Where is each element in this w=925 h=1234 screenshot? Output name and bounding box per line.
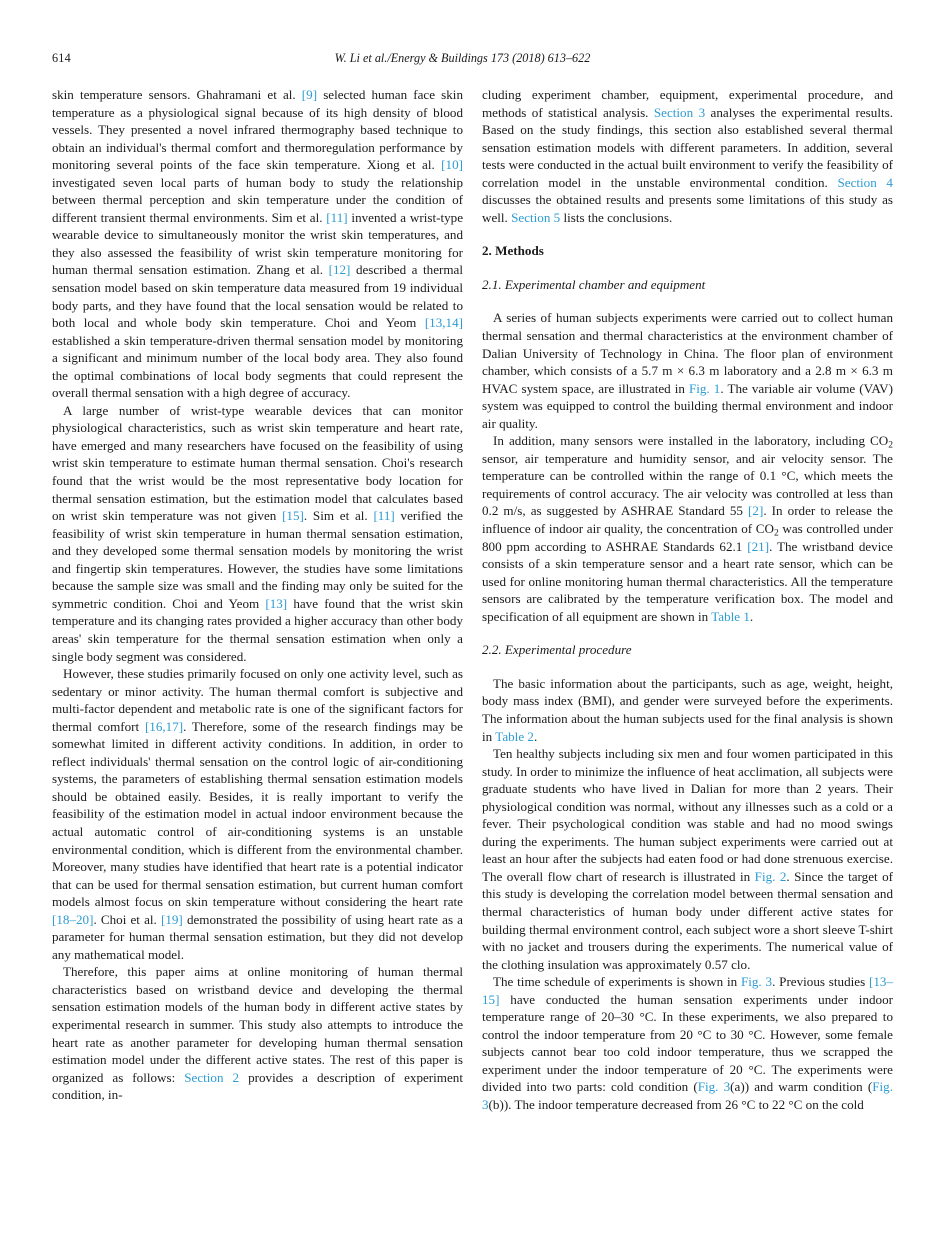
citation-link[interactable]: [16,17]	[144, 718, 184, 734]
citation-link[interactable]: [21]	[747, 538, 770, 554]
citation-link[interactable]: Section 3	[653, 104, 706, 120]
section-heading: 2. Methods	[482, 243, 544, 259]
paragraph: Therefore, this paper aims at online monitoring of human thermal characteristics based on wristband device and developing the thermal sensation estimation models of the human body in different active states by experimental research in summer. This study also attempts to introduce the heart rate as another parameter for developing human thermal sensation estimation model under the different active states. The rest of this paper is organized as follows: Section 2 provides a description of experiment condition, in-	[52, 964, 463, 1103]
left-column	[52, 86, 463, 1114]
subscript-text: 2	[774, 528, 779, 539]
citation-link[interactable]: Fig. 2	[754, 868, 787, 884]
citation-link[interactable]: [13]	[265, 595, 288, 611]
paragraph: skin temperature sensors. Ghahramani et al. [9] selected human face skin temperature as a physiological signal because of its high density of blood vessels. They presented a novel infrared thermography based technique to obtain an individual's thermal comfort and thermoregulation performance by monitoring several points of the face skin temperature. Xiong et al. [10] investigated seven local parts of human body to study the relationship between thermal perception and skin temperature under the condition of different transient thermal environments. Sim et al. [11] invented a wrist-type wearable device to simultaneously monitor the wrist skin temperatures, and they also assessed the feasibility of wrist skin temperature monitoring for human thermal sensation estimation. Zhang et al. [12] described a thermal sensation model based on skin temperature data measured from 19 individual body parts, and they have found that the local sensation would be related to both local and whole body skin temperature. Choi and Yeom [13,14] established a skin temperature-driven thermal sensation model by monitoring a significant and minimum number of the local body area. They also found the optimal combinations of local body segments that could represent the overall thermal sensation with a high degree of accuracy.	[52, 87, 464, 401]
citation-link[interactable]: Fig. 3	[482, 1079, 893, 1112]
two-column-body	[52, 86, 893, 1114]
citation-link[interactable]: [10]	[441, 157, 463, 173]
citation-link[interactable]: [13,14]	[424, 315, 463, 331]
citation-link[interactable]: Section 4	[837, 174, 893, 190]
citation-link[interactable]: Fig. 1	[689, 380, 721, 396]
citation-link[interactable]: Fig. 3	[740, 974, 773, 990]
paragraph: In addition, many sensors were installed in the laboratory, including $CO_2$ sensor, air temperature and humidity sensor, and air velocity sensor. The temperature can be controlled within the range of 0.1 °C, which meets the requirements of control accuracy. The air velocity was controlled at less than 0.2 m/s, as suggested by ASHRAE Standard 55 [2]. In order to release the influence of indoor air quality, the concentration of $CO_2$ was controlled under 800 ppm according to ASHRAE Standards 62.1 [21]. The wristband device consists of a skin temperature sensor and a heart rate sensor, which can be used for online monitoring human thermal characteristics. All the temperature sensors are calibrated by the temperature verification box. The model and specification of all equipment are shown in Table 1.	[482, 433, 893, 624]
paragraph: cluding experiment chamber, equipment, experimental procedure, and methods of statistical analysis. Section 3 analyses the experimental results. Based on the study findings, this section also established several thermal sensation estimation models with different parameters. In addition, several tests were conducted in the actual built environment to verify the feasibility of correlation model in the unstable environmental condition. Section 4 discusses the obtained results and presents some limitations of this study as well. Section 5 lists the conclusions.	[482, 87, 893, 225]
citation-link[interactable]: Fig. 3	[697, 1079, 731, 1095]
paragraph: A series of human subjects experiments were carried out to collect human thermal sensation and thermal characteristics at the environment chamber of Dalian University of Technology in China. The floor plan of environment chamber, which consists of a 5.7 m × 6.3 m laboratory and a 2.8 m × 6.3 m HVAC system space, are illustrated in Fig. 1. The variable air volume (VAV) system was equipped to control the building thermal environment and indoor air quality.	[482, 310, 893, 431]
citation-link[interactable]: [19]	[160, 911, 183, 927]
running-head: W. Li et al./Energy & Buildings 173 (2018) 613–622	[334, 51, 591, 65]
citation-link[interactable]: Table 1	[711, 608, 750, 624]
paragraph: A large number of wrist-type wearable devices that can monitor physiological characteristics, such as wrist skin temperature and heart rate, have emerged and many researchers have focused on the feasibility of using wrist skin temperature to estimate human thermal sensation. Choi's research found that the wrist would be the most representative body location for thermal sensation estimation, but the estimation model that calculates based on wrist skin temperature was not given [15]. Sim et al. [11] verified the feasibility of wrist skin temperature in human thermal sensation estimation, and they developed some thermal sensation models by monitoring the wrist and fingertip skin temperatures. However, the studies have some limitations because the sample size was small and the finding may only be suited for the symmetric condition. Choi and Yeom [13] have found that the wrist skin temperature and its changing rates provided a higher accuracy than other body areas' skin temperature for the thermal sensation estimation when only a single body segment was considered.	[52, 402, 463, 664]
right-column	[482, 86, 893, 1114]
citation-link[interactable]: Table 2	[495, 728, 534, 744]
citation-link[interactable]: [15]	[282, 508, 304, 524]
citation-link[interactable]: [11]	[326, 209, 348, 225]
page-number: 614	[52, 51, 71, 65]
citation-link[interactable]: [11]	[373, 508, 395, 524]
citation-link[interactable]: [12]	[328, 262, 351, 278]
paragraph: The time schedule of experiments is shown in Fig. 3. Previous studies [13–15] have conducted the human sensation experiments under indoor temperature range of 20–30 °C. In these experiments, we also prepared to control the indoor temperature from 20 °C to 30 °C. However, some female subjects cannot bear too cold indoor temperature, thus we scrapped the experiment under the indoor temperature of 20 °C. The experiments were divided into two parts: cold condition (Fig. 3(a)) and warm condition (Fig. 3(b)). The indoor temperature decreased from 26 °C to 22 °C on the cold	[482, 974, 894, 1112]
paragraph: The basic information about the participants, such as age, weight, height, body mass index (BMI), and gender were surveyed before the experiments. The information about the human subjects used for the final analysis is shown in Table 2.	[482, 675, 893, 744]
paragraph: Ten healthy subjects including six men and four women participated in this study. In order to minimize the influence of heat acclimation, all subjects were graduate students who have lived in Dalian for more than 2 years. Their physiological condition was normal, without any illnesses such as a cold or a fever. Their psychological condition was stable and had no mood swings during the experiments. The human subject experiments were carried out at least an hour after the subjects had eaten food or had done strenuous exercise. The overall flow chart of research is illustrated in Fig. 2. Since the target of this study is developing the correlation model between thermal sensation and thermal characteristics of human body under different active states for building thermal environment control, each subject wore a short sleeve T-shirt with no jacket and trousers during the experiments. The numerical value of the clothing insulation was approximately 0.57 clo.	[482, 746, 893, 972]
citation-link[interactable]: Section 2	[184, 1069, 240, 1085]
page-header	[52, 51, 873, 67]
citation-link[interactable]: [2]	[748, 503, 764, 519]
paragraph: However, these studies primarily focused on only one activity level, such as sedentary or minor activity. The human thermal comfort is subjective and multi-factor dependent and metabolic rate is one of the significant factors for thermal comfort [16,17]. Therefore, some of the research findings may be somewhat limited in different activity conditions. In addition, in order to reflect individuals' thermal sensation on the control logic of air-conditioning systems, the parameters of establishing thermal sensation estimation models should be obtained easily. Besides, it is really important to verify the feasibility of the estimation model in actual indoor environment because the actual automatic control of air-conditioning systems is an unstable environmental condition, which is different from the environmental chamber. Moreover, many studies have identified that heart rate is a potential indicator that can be used for thermal sensation estimation, but current human comfort models almost focus on skin temperature without considering the heart rate [18–20]. Choi et al. [19] demonstrated the possibility of using heart rate as a parameter for human thermal sensation estimation, but they did not develop any mathematical model.	[52, 666, 463, 962]
citation-link[interactable]: Section 5	[511, 209, 561, 225]
subsection-heading: 2.1. Experimental chamber and equipment	[482, 276, 706, 292]
subsection-heading: 2.2. Experimental procedure	[482, 642, 632, 658]
citation-link[interactable]: [13–15]	[482, 974, 894, 1007]
citation-link[interactable]: [9]	[301, 87, 318, 102]
subscript-text: 2	[888, 440, 893, 451]
citation-link[interactable]: [18–20]	[52, 911, 94, 927]
